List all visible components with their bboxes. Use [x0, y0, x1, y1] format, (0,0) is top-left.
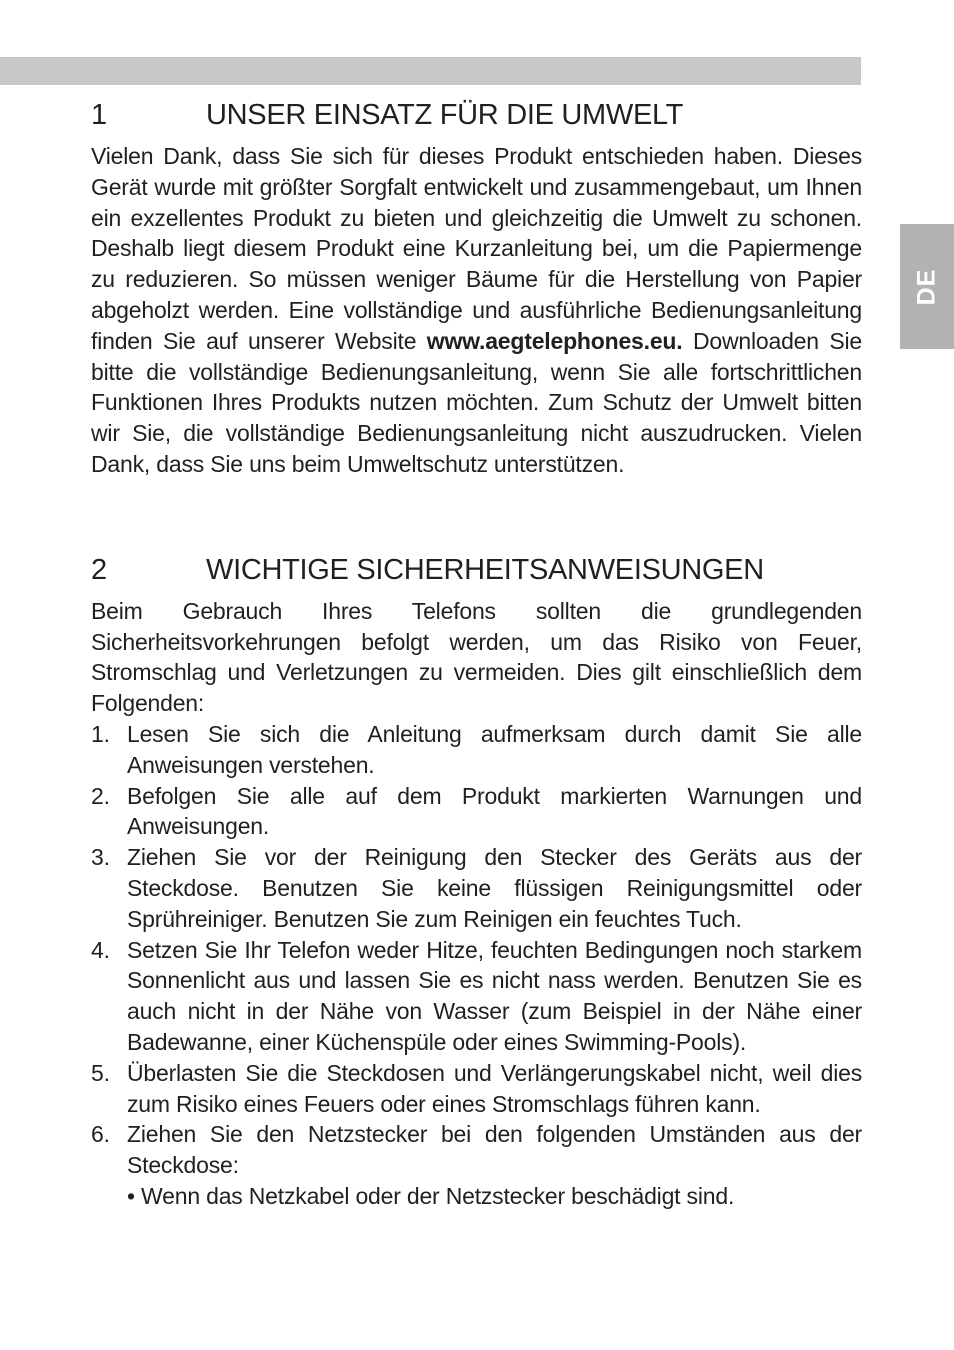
list-item-number: 5.: [91, 1059, 110, 1086]
list-item: [91, 935, 862, 1058]
section-2-intro: Beim Gebrauch Ihres Telefons sollten die grundlegenden Sicherheitsvorkehrungen befolgt werden, um das Risiko von Feuer, Stromschlag und Verletzungen zu vermeiden. Dies gilt einschließlich dem Folgenden:: [91, 597, 862, 717]
list-item: [91, 1119, 862, 1211]
list-item-text: Lesen Sie sich die Anleitung aufmerksam durch damit Sie alle Anweisungen verstehen.: [127, 720, 862, 778]
list-item-text: Überlasten Sie die Steckdosen und Verlängerungskabel nicht, weil dies zum Risiko eines Feuers oder eines Stromschlags führen kann.: [127, 1059, 862, 1117]
section-1-text-before: Vielen Dank, dass Sie sich für dieses Produkt entschieden haben. Dieses Gerät wurde mit größter Sorgfalt entwickelt und zusammengebaut, um Ihnen ein exzellentes Produkt zu bieten und gleichzeitig die Umwelt zu schonen. Deshalb liegt diesem Produkt eine Kurzanleitung bei, um die Papiermenge zu reduzieren. So müssen weniger Bäume für die Herstellung von Papier abgeholzt werden. Eine vollständige und ausführliche Bedienungsanleitung finden Sie auf unserer Website: [91, 143, 862, 354]
website-url: www.aegtelephones.eu.: [426, 327, 683, 354]
list-item-text: Ziehen Sie vor der Reinigung den Stecker des Geräts aus der Steckdose. Benutzen Sie keine flüssigen Reinigungsmittel oder Sprühreiniger. Benutzen Sie zum Reinigen ein feuchtes Tuch.: [127, 844, 862, 932]
page-content: [91, 96, 862, 1212]
section-1-body: [91, 141, 862, 480]
list-item: [91, 719, 862, 781]
section-2-heading: [91, 551, 862, 589]
language-tab-label: DE: [912, 268, 941, 305]
list-item-number: 3.: [91, 844, 110, 871]
header-bar: [0, 57, 861, 85]
section-1-number: 1: [91, 99, 107, 131]
list-item-number: 2.: [91, 782, 110, 809]
list-item-text: Ziehen Sie den Netzstecker bei den folgenden Umständen aus der Steckdose:: [127, 1121, 862, 1179]
safety-instructions-list: [91, 719, 862, 1212]
list-item-number: 4.: [91, 936, 110, 963]
list-item-text: Befolgen Sie alle auf dem Produkt markierten Warnungen und Anweisungen.: [127, 782, 862, 840]
section-1-title: UNSER EINSATZ FÜR DIE UMWELT: [206, 99, 684, 131]
list-item-text-container: [127, 1119, 862, 1211]
list-item-number: 6.: [91, 1121, 110, 1148]
section-1-heading: [91, 96, 862, 134]
list-item: [91, 842, 862, 934]
list-item: [91, 1058, 862, 1120]
language-tab: [900, 224, 954, 349]
list-item-text: Setzen Sie Ihr Telefon weder Hitze, feuchten Bedingungen noch starkem Sonnenlicht aus und lassen Sie es nicht nass werden. Benutzen Sie es auch nicht in der Nähe von Wasser (zum Beispiel in der Nähe einer Badewanne, einer Küchenspüle oder eines Swimming-Pools).: [127, 936, 862, 1055]
bullet-item: • Wenn das Netzkabel oder der Netzstecker beschädigt sind.: [127, 1182, 735, 1209]
list-item: [91, 781, 862, 843]
section-1-text-after: Downloaden Sie bitte die vollständige Bedienungsanleitung, wenn Sie alle fortschrittlichen Funktionen Ihres Produkts nutzen möchten. Zum Schutz der Umwelt bitten wir Sie, die vollständige Bedienungsanleitung nicht auszudrucken. Vielen Dank, dass Sie uns beim Umweltschutz unterstützen.: [91, 327, 862, 477]
section-2-number: 2: [91, 553, 107, 586]
list-item-number: 1.: [91, 720, 110, 747]
section-2-title: WICHTIGE SICHERHEITSANWEISUNGEN: [206, 553, 764, 586]
